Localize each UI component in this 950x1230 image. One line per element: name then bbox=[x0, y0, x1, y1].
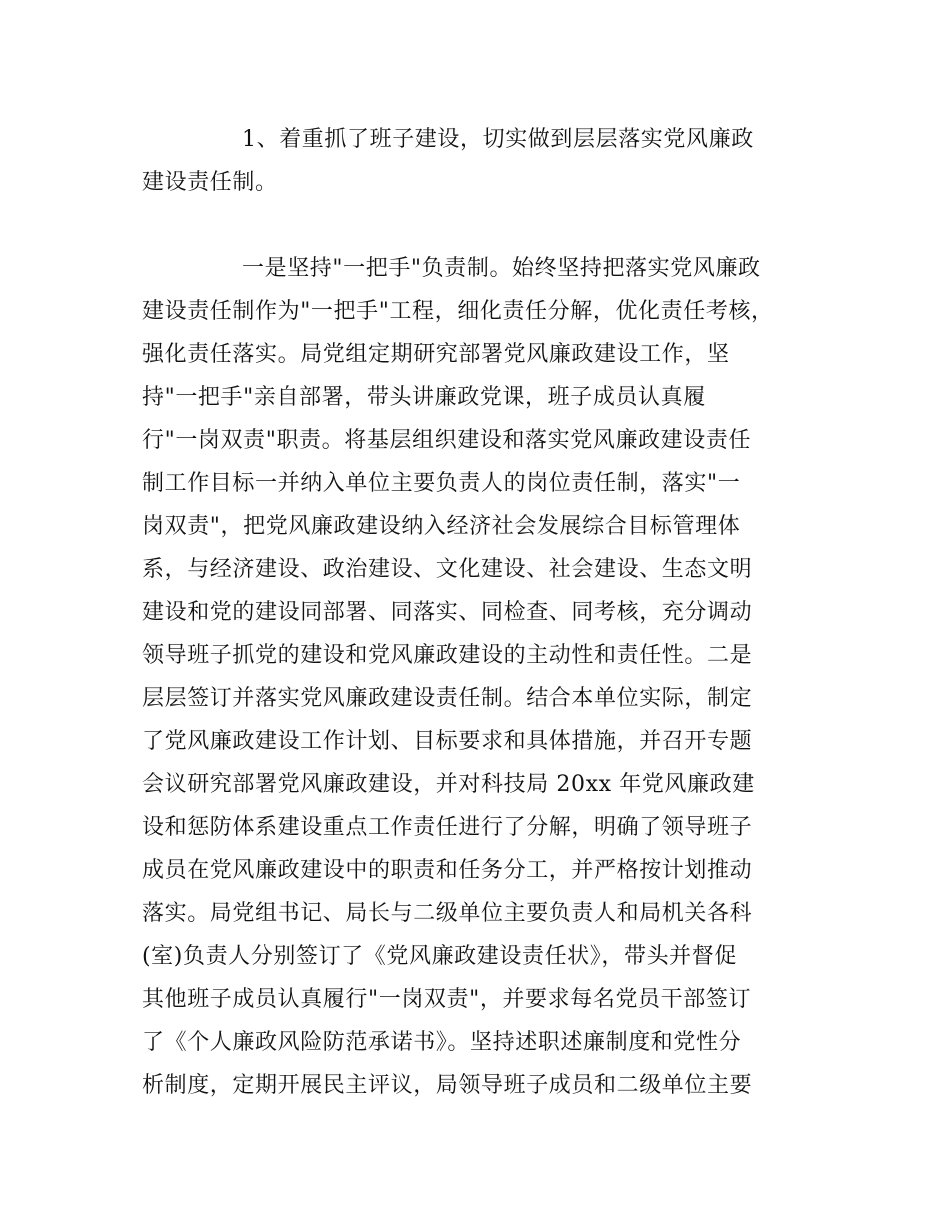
paragraph-line-18: 其他班子成员认真履行"一岗双责"，并要求每名党员干部签订 bbox=[142, 987, 752, 1012]
paragraph-line-20: 析制度，定期开展民主评议，局领导班子成员和二级单位主要 bbox=[142, 1073, 753, 1098]
paragraph-line-10: 领导班子抓党的建设和党风廉政建设的主动性和责任性。二是 bbox=[142, 643, 753, 668]
heading-line-1: 1、着重抓了班子建设，切实做到层层落实党风廉政 bbox=[242, 127, 754, 152]
paragraph-line-1: 一是坚持"一把手"负责制。始终坚持把落实党风廉政 bbox=[242, 256, 761, 281]
heading-line-2: 建设责任制。 bbox=[142, 170, 278, 195]
paragraph-line-16: 落实。局党组书记、局长与二级单位主要负责人和局机关各科 bbox=[142, 901, 753, 926]
paragraph-line-4: 持"一把手"亲自部署，带头讲廉政党课，班子成员认真履 bbox=[142, 385, 706, 410]
paragraph-line-12: 了党风廉政建设工作计划、目标要求和具体措施，并召开专题 bbox=[142, 729, 753, 754]
paragraph-line-17: (室)负责人分别签订了《党风廉政建设责任状》，带头并督促 bbox=[142, 944, 737, 969]
paragraph-line-11: 层层签订并落实党风廉政建设责任制。结合本单位实际，制定 bbox=[142, 686, 753, 711]
paragraph-line-3: 强化责任落实。局党组定期研究部署党风廉政建设工作，坚 bbox=[142, 342, 730, 367]
paragraph-line-14: 设和惩防体系建设重点工作责任进行了分解，明确了领导班子 bbox=[142, 815, 753, 840]
paragraph-line-15: 成员在党风廉政建设中的职责和任务分工，并严格按计划推动 bbox=[142, 858, 753, 883]
paragraph-line-7: 岗双责"，把党风廉政建设纳入经济社会发展综合目标管理体 bbox=[142, 514, 741, 539]
paragraph-line-5: 行"一岗双责"职责。将基层组织建设和落实党风廉政建设责任 bbox=[142, 428, 752, 453]
paragraph-line-19: 了《个人廉政风险防范承诺书》。坚持述职述廉制度和党性分 bbox=[142, 1030, 742, 1055]
paragraph-line-6: 制工作目标一并纳入单位主要负责人的岗位责任制，落实"一 bbox=[142, 471, 741, 496]
paragraph-line-2: 建设责任制作为"一把手"工程，细化责任分解，优化责任考核， bbox=[142, 299, 774, 324]
paragraph-line-8: 系，与经济建设、政治建设、文化建设、社会建设、生态文明 bbox=[142, 557, 753, 582]
paragraph-line-13: 会议研究部署党风廉政建设，并对科技局 20xx 年党风廉政建 bbox=[142, 772, 755, 797]
paragraph-line-9: 建设和党的建设同部署、同落实、同检查、同考核，充分调动 bbox=[142, 600, 753, 625]
